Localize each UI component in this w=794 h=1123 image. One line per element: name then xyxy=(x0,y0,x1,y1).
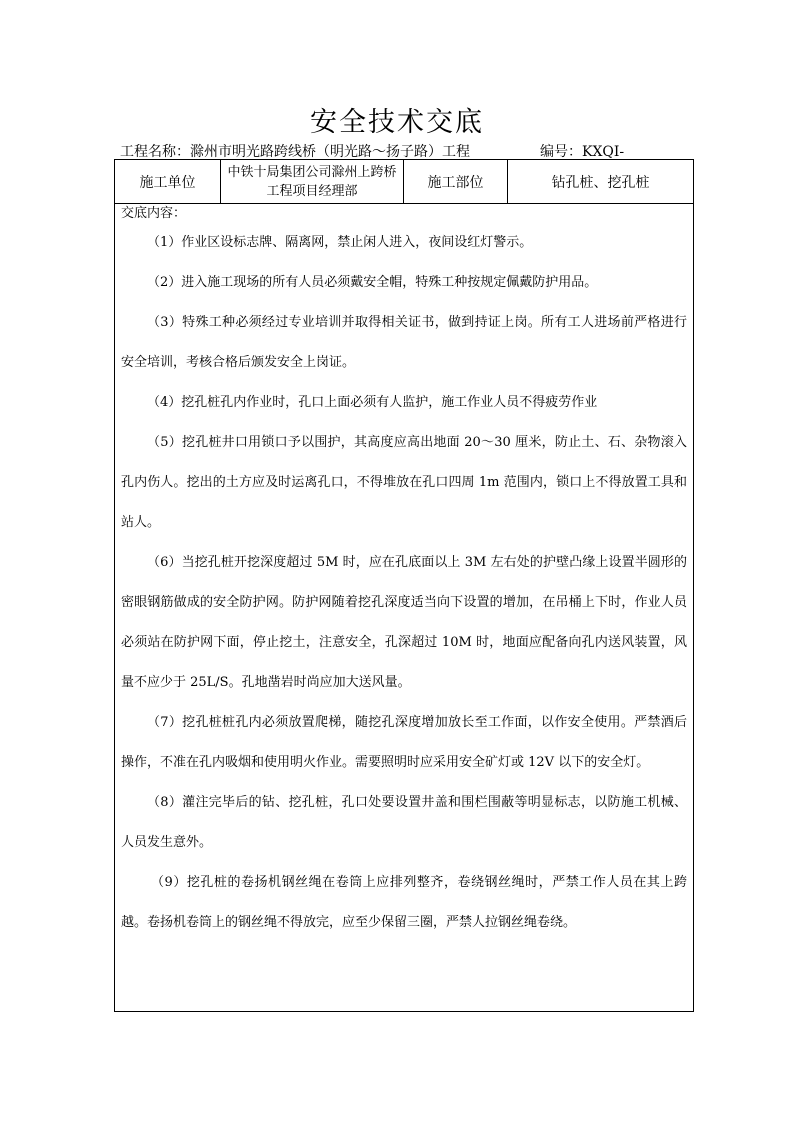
unit-value: 中铁十局集团公司滁州上跨桥工程项目经理部 xyxy=(221,160,404,203)
project-name: 工程名称：滁州市明光路跨线桥（明光路～扬子路）工程 xyxy=(120,144,470,160)
unit-label: 施工单位 xyxy=(115,160,221,203)
content-label: 交底内容： xyxy=(121,206,187,221)
document-title: 安全技术交底 xyxy=(310,107,484,138)
content-paragraph-6: （6）当挖孔桩开挖深度超过 5M 时，应在孔底面以上 3M 左右处的护壁凸缘上设置半圆形的密眼钢筋做成的安全防护网。防护网随着挖孔深度适当向下设置的增加，在吊桶上下时，作业人员必须站在防护网下面，停止挖土，注意安全，孔深超过 10M 时，地面应配备向孔内送风装置，风量不应少于 25L/S。孔地凿岩时尚应加大送风量。 xyxy=(121,555,687,690)
content-paragraph-5: （5）挖孔桩井口用锁口予以围护，其高度应高出地面 20～30 厘米，防止土、石、杂物滚入孔内伤人。挖出的土方应及时运离孔口，不得堆放在孔口四周 1m 范围内，锁口上不得放置工具和站人。 xyxy=(121,435,687,530)
disclosure-form xyxy=(114,159,694,1012)
content-paragraph-3: （3）特殊工种必须经过专业培训并取得相关证书，做到持证上岗。所有工人进场前严格进行安全培训，考核合格后颁发安全上岗证。 xyxy=(121,315,687,370)
location-label: 施工部位 xyxy=(404,160,508,203)
content-paragraph-1: （1）作业区设标志牌、隔离网，禁止闲人进入，夜间设红灯警示。 xyxy=(147,235,533,250)
document-number: 编号：KXQⅠ- xyxy=(540,144,625,160)
document-meta xyxy=(120,141,700,161)
disclosure-content xyxy=(115,204,693,943)
content-paragraph-9: （9）挖孔桩的卷扬机钢丝绳在卷筒上应排列整齐，卷绕钢丝绳时，严禁工作人员在其上跨越。卷扬机卷筒上的钢丝绳不得放完，应至少保留三圈，严禁人拉钢丝绳卷绕。 xyxy=(121,875,687,930)
content-paragraph-4: （4）挖孔桩孔内作业时，孔口上面必须有人监护，施工作业人员不得疲劳作业 xyxy=(147,395,598,410)
content-paragraph-2: （2）进入施工现场的所有人员必须戴安全帽，特殊工种按规定佩戴防护用品。 xyxy=(147,275,598,290)
content-paragraph-7: （7）挖孔桩桩孔内必须放置爬梯，随挖孔深度增加放长至工作面，以作安全使用。严禁酒后操作，不准在孔内吸烟和使用明火作业。需要照明时应采用安全矿灯或 12V 以下的安全灯。 xyxy=(121,715,687,770)
content-paragraph-8: （8）灌注完毕后的钻、挖孔桩，孔口处要设置井盖和围栏围蔽等明显标志，以防施工机械、人员发生意外。 xyxy=(121,795,687,850)
location-value: 钻孔桩、挖孔桩 xyxy=(551,174,650,191)
form-header-row xyxy=(115,160,693,204)
